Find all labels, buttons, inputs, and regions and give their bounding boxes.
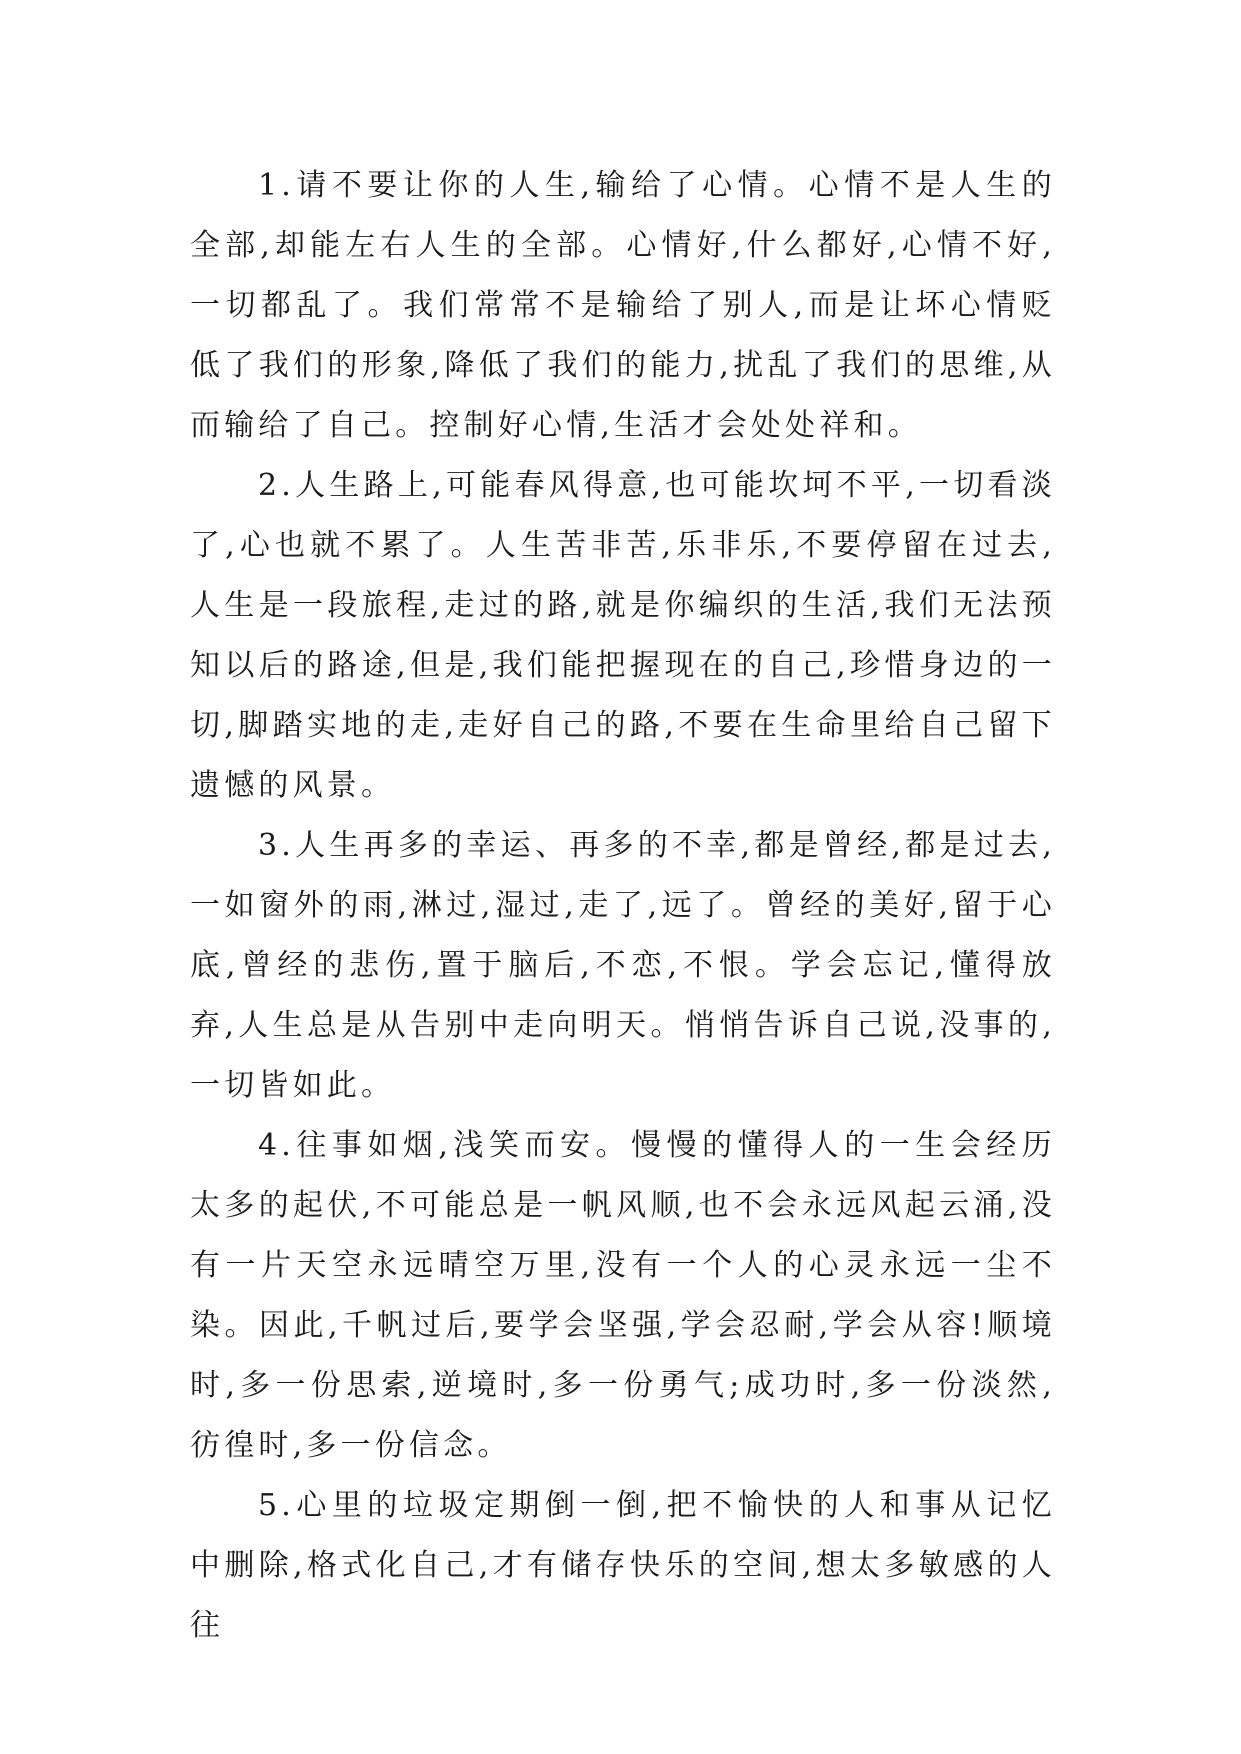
paragraph-2: 2.人生路上,可能春风得意,也可能坎坷不平,一切看淡了,心也就不累了。人生苦非苦,乐非乐,不要停留在过去,人生是一段旅程,走过的路,就是你编织的生活,我们无法预知以后的路途,但是,我们能把握现在的自己,珍惜身边的一切,脚踏实地的走,走好自己的路,不要在生命里给自己留下遗憾的风景。 <box>190 468 1056 803</box>
document-body <box>190 156 1056 1656</box>
paragraph-4: 4.往事如烟,浅笑而安。慢慢的懂得人的一生会经历太多的起伏,不可能总是一帆风顺,也不会永远风起云涌,没有一片天空永远晴空万里,没有一个人的心灵永远一尘不染。因此,千帆过后,要学会坚强,学会忍耐,学会从容!顺境时,多一份思索,逆境时,多一份勇气;成功时,多一份淡然,彷徨时,多一份信念。 <box>190 1128 1056 1463</box>
paragraph-5: 5.心里的垃圾定期倒一倒,把不愉快的人和事从记忆中删除,格式化自己,才有储存快乐的空间,想太多敏感的人往 <box>190 1488 1056 1643</box>
paragraph-3: 3.人生再多的幸运、再多的不幸,都是曾经,都是过去,一如窗外的雨,淋过,湿过,走了,远了。曾经的美好,留于心底,曾经的悲伤,置于脑后,不恋,不恨。学会忘记,懂得放弃,人生总是从告别中走向明天。悄悄告诉自己说,没事的,一切皆如此。 <box>190 828 1056 1103</box>
paragraph-1: 1.请不要让你的人生,输给了心情。心情不是人生的全部,却能左右人生的全部。心情好,什么都好,心情不好,一切都乱了。我们常常不是输给了别人,而是让坏心情贬低了我们的形象,降低了我们的能力,扰乱了我们的思维,从而输给了自己。控制好心情,生活才会处处祥和。 <box>190 168 1056 443</box>
